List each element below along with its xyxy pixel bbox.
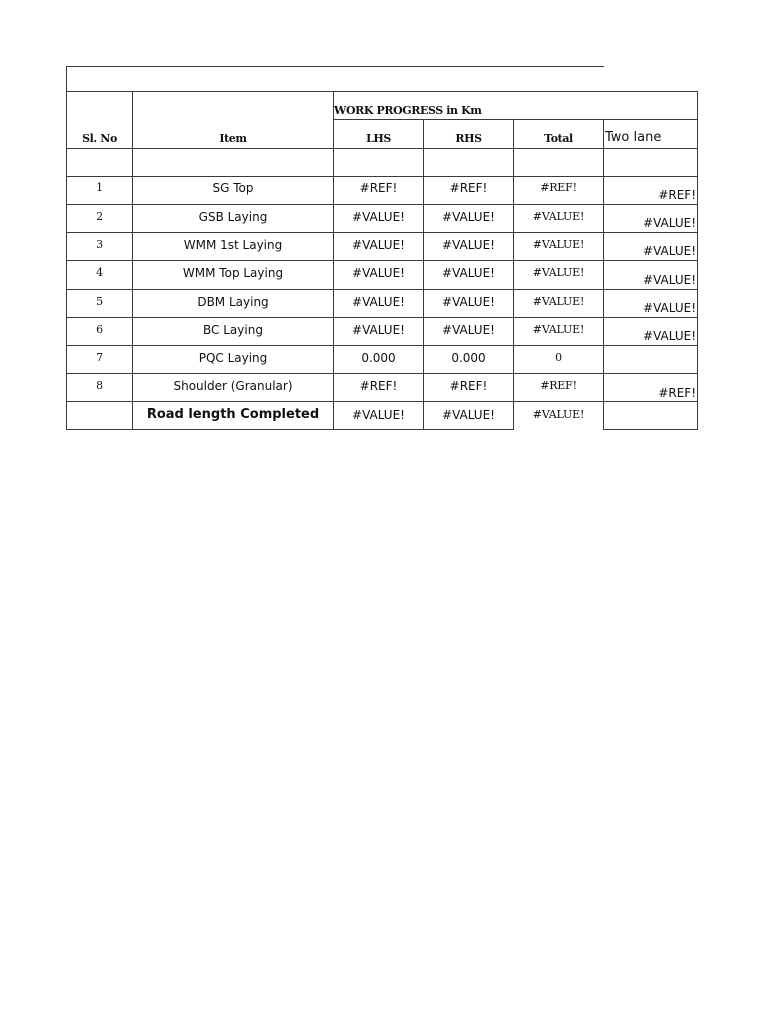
cell-two-lane: #VALUE! (643, 301, 696, 315)
header-sl-no: Sl. No (82, 132, 117, 145)
cell-total: #VALUE! (532, 295, 585, 308)
cell-rhs: #REF! (449, 181, 488, 195)
cell-sl: 2 (96, 210, 103, 223)
rule (66, 91, 698, 92)
cell-two-lane: #VALUE! (643, 216, 696, 230)
cell-total: #VALUE! (532, 210, 585, 223)
cell-rhs: 0.000 (451, 351, 486, 365)
cell-rhs: #VALUE! (442, 238, 495, 252)
cell-item: WMM 1st Laying (183, 238, 283, 252)
footer-label: Road length Completed (146, 407, 320, 422)
section-header: WORK PROGRESS in Km (334, 104, 482, 117)
cell-item: Shoulder (Granular) (173, 379, 293, 393)
cell-item: BC Laying (203, 323, 263, 337)
cell-total: #REF! (540, 181, 577, 194)
cell-lhs: #REF! (359, 181, 398, 195)
cell-item: DBM Laying (197, 295, 269, 309)
cell-item: PQC Laying (198, 351, 268, 365)
cell-sl: 4 (96, 266, 103, 279)
cell-total: #VALUE! (532, 323, 585, 336)
cell-lhs: 0.000 (361, 351, 396, 365)
header-total: Total (544, 132, 573, 145)
rule (604, 429, 698, 430)
rule (66, 66, 604, 67)
cell-lhs: #VALUE! (352, 210, 405, 224)
footer-lhs: #VALUE! (352, 408, 405, 422)
cell-rhs: #VALUE! (442, 266, 495, 280)
footer-rhs: #VALUE! (442, 408, 495, 422)
rule (333, 119, 698, 120)
cell-item: SG Top (212, 181, 254, 195)
cell-two-lane: #VALUE! (643, 329, 696, 343)
cell-rhs: #VALUE! (442, 295, 495, 309)
cell-lhs: #VALUE! (352, 238, 405, 252)
header-two-lane: Two lane (605, 130, 662, 145)
cell-rhs: #REF! (449, 379, 488, 393)
cell-rhs: #VALUE! (442, 210, 495, 224)
cell-total: #REF! (540, 379, 577, 392)
header-rhs: RHS (455, 132, 482, 145)
cell-sl: 3 (96, 238, 103, 251)
cell-sl: 5 (96, 295, 103, 308)
cell-sl: 8 (96, 379, 103, 392)
cell-lhs: #VALUE! (352, 295, 405, 309)
cell-two-lane: #VALUE! (643, 273, 696, 287)
cell-item: GSB Laying (198, 210, 268, 224)
cell-two-lane: #VALUE! (643, 244, 696, 258)
footer-total: #VALUE! (532, 408, 585, 421)
cell-total: 0 (555, 351, 562, 364)
cell-total: #VALUE! (532, 238, 585, 251)
header-lhs: LHS (366, 132, 391, 145)
cell-lhs: #VALUE! (352, 323, 405, 337)
cell-lhs: #REF! (359, 379, 398, 393)
cell-sl: 7 (96, 351, 103, 364)
cell-item: WMM Top Laying (182, 266, 284, 280)
cell-sl: 1 (96, 181, 103, 194)
cell-two-lane: #REF! (658, 188, 696, 202)
cell-sl: 6 (96, 323, 103, 336)
rule (697, 91, 698, 430)
cell-lhs: #VALUE! (352, 266, 405, 280)
cell-total: #VALUE! (532, 266, 585, 279)
cell-two-lane: #REF! (658, 386, 696, 400)
header-item: Item (219, 132, 247, 145)
cell-rhs: #VALUE! (442, 323, 495, 337)
rule (66, 429, 513, 430)
